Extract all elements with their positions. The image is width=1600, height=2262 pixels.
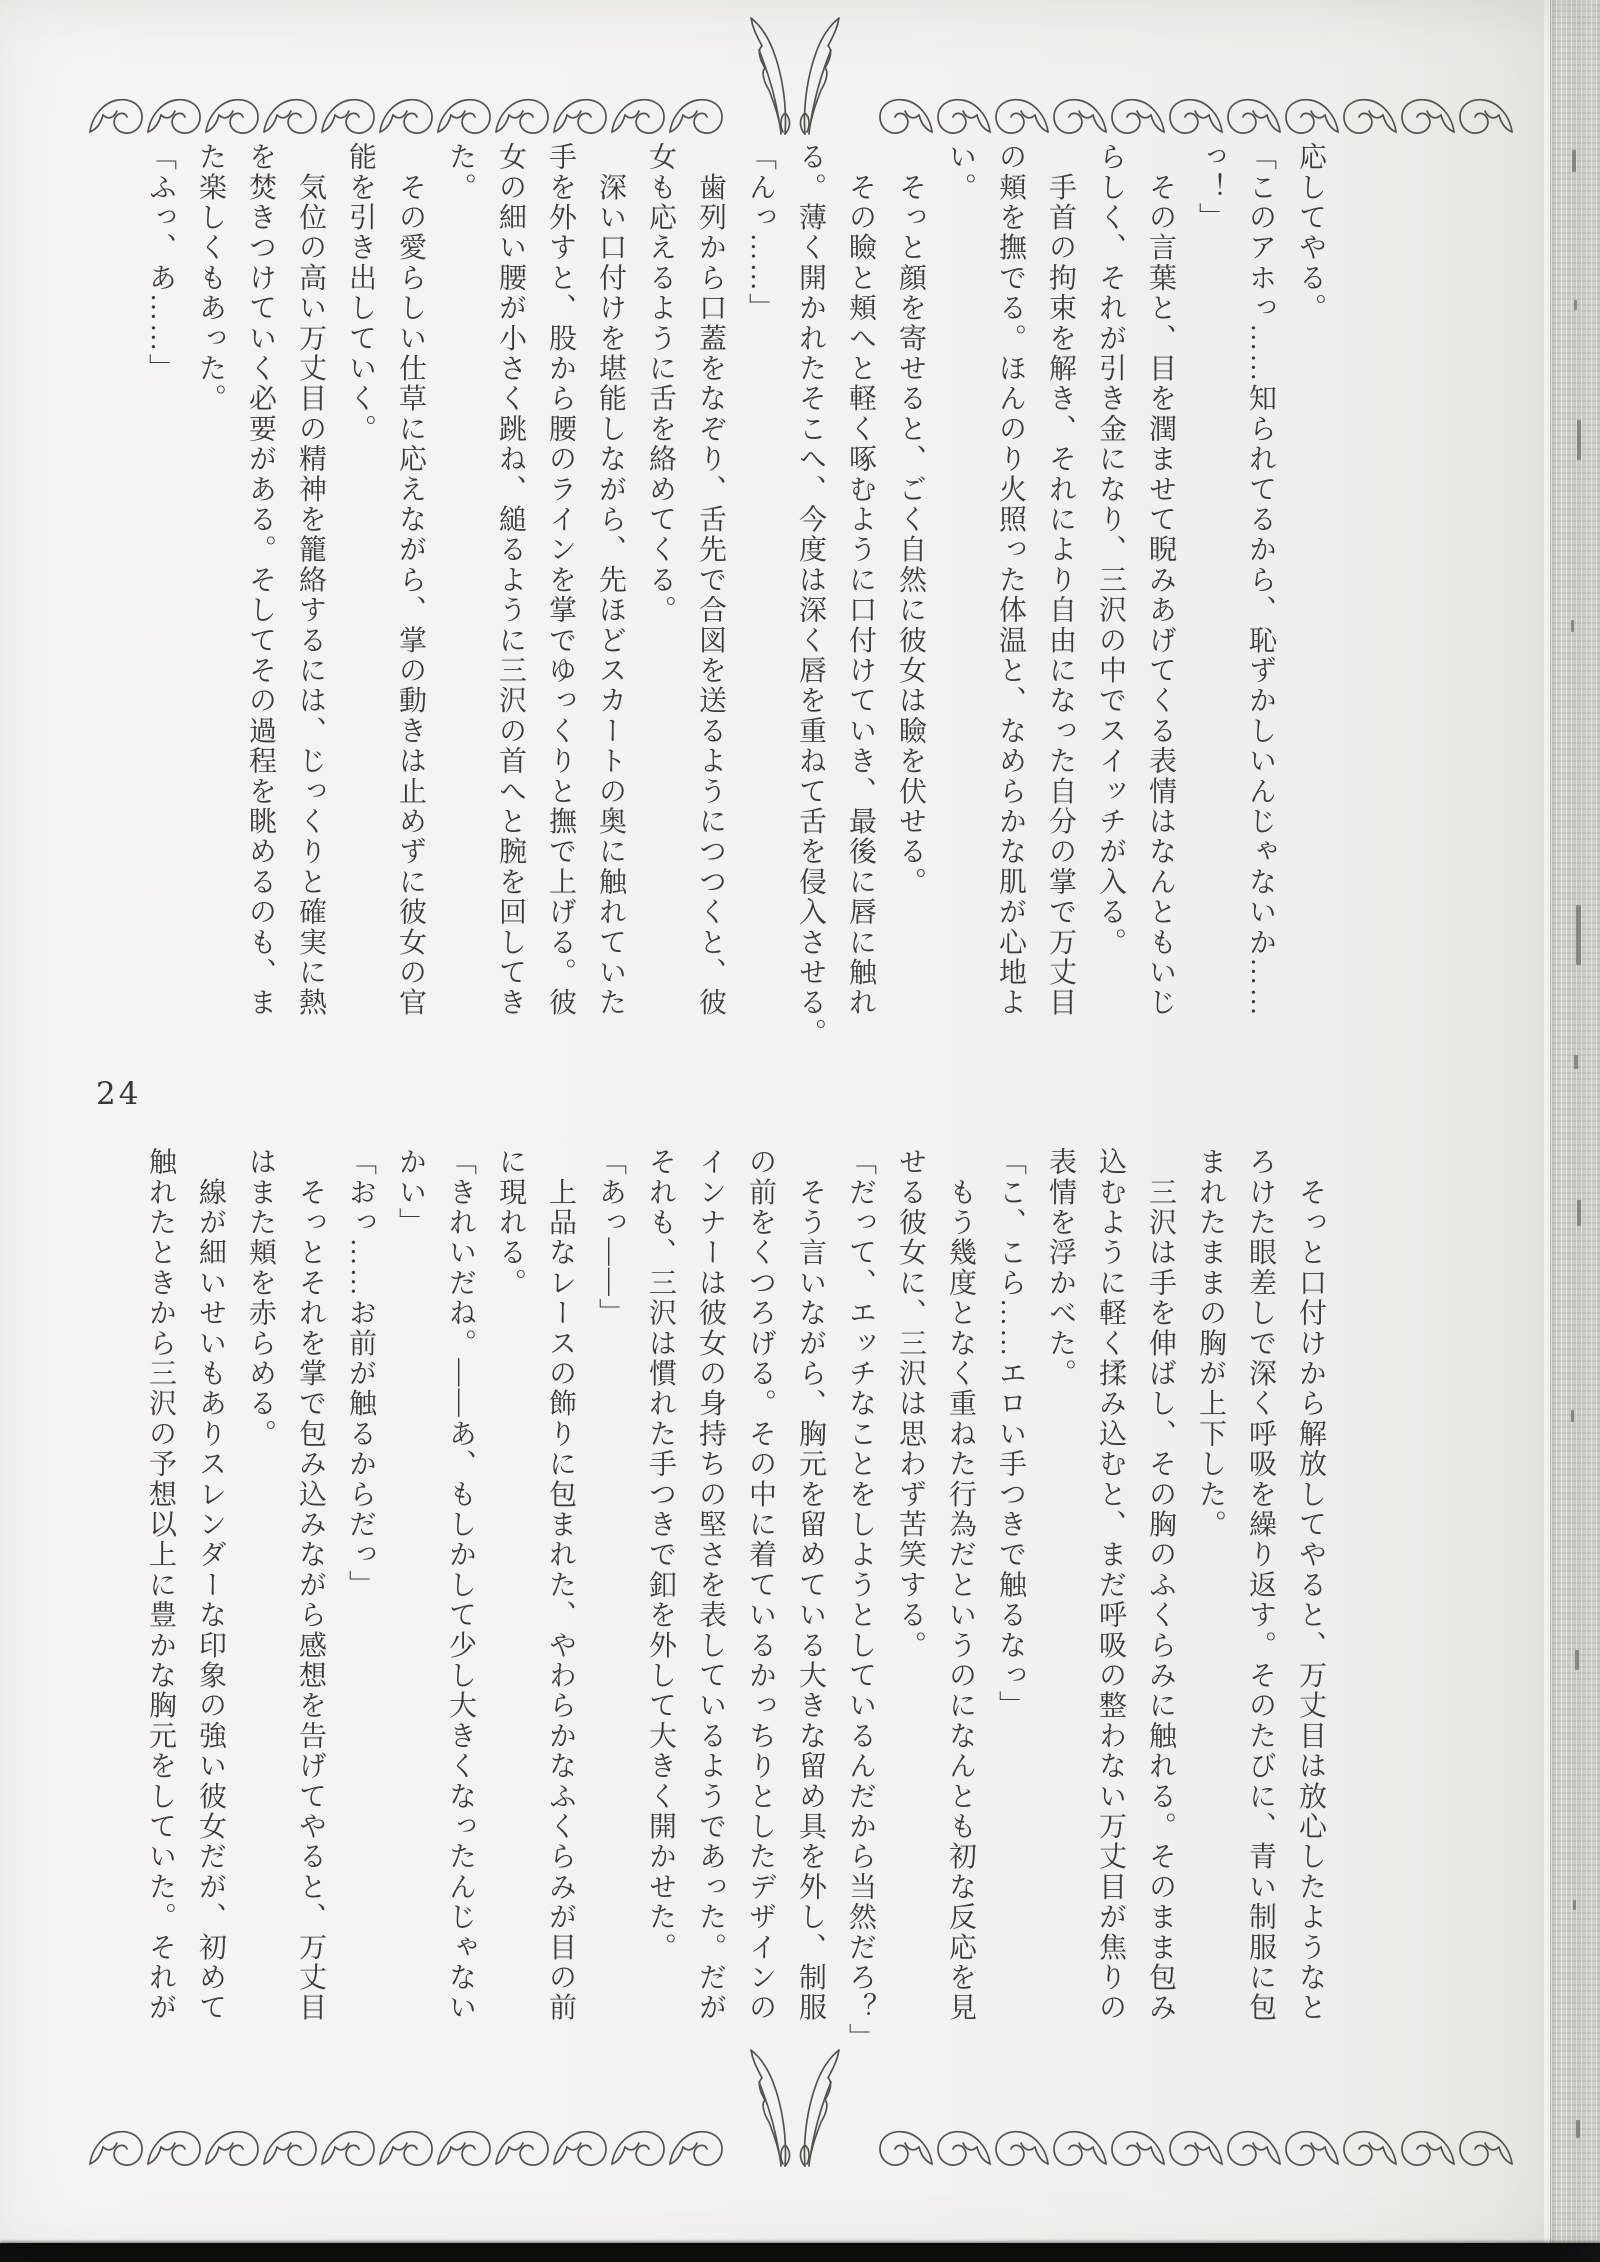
- bottom-ornament-border: [0, 2032, 1600, 2182]
- scroll-motif: [554, 100, 606, 133]
- scroll-motif: [1402, 100, 1454, 133]
- text-column: た。: [445, 142, 476, 203]
- text-column: に現れる。: [495, 1147, 526, 1298]
- text-column: 女も応えるように舌を絡めてくる。: [645, 142, 676, 626]
- scroll-motif: [496, 100, 548, 133]
- text-column: 手を外すと、股から腰のラインを掌でゆっくりと撫で上げる。彼: [545, 142, 576, 1018]
- scroll-motif: [1228, 2132, 1280, 2165]
- text-column: い。: [945, 142, 976, 203]
- text-column: 「だって、エッチなことをしようとしているんだから当然だろ？」: [845, 1147, 876, 2053]
- scroll-motif: [496, 2132, 548, 2165]
- scroll-motif: [1054, 2132, 1106, 2165]
- scroll-motif: [438, 2132, 490, 2165]
- text-column: その愛らしい仕草に応えながら、掌の動きは止めずに彼女の官: [395, 142, 426, 1018]
- text-column: 能を引き出していく。: [345, 142, 376, 444]
- scroll-motif: [1460, 2132, 1512, 2165]
- scroll-motif: [380, 2132, 432, 2165]
- scroll-motif: [90, 2132, 142, 2165]
- scroll-motif: [938, 2132, 990, 2165]
- text-column: 気位の高い万丈目の精神を籠絡するには、じっくりと確実に熱: [295, 142, 326, 1018]
- scroll-motif: [1054, 100, 1106, 133]
- scroll-motif: [612, 2132, 664, 2165]
- bottom-text-block: [135, 1147, 1335, 2053]
- text-column: 「このアホっ……知られてるから、恥ずかしいんじゃないか……: [1245, 142, 1276, 1018]
- text-column: 「ふっ、あ……」: [145, 142, 176, 384]
- text-column: 「きれいだね。――あ、もしかして少し大きくなったんじゃない: [445, 1147, 476, 2023]
- text-column: その瞼と頬へと軽く啄むように口付けていき、最後に唇に触れ: [845, 142, 876, 1018]
- text-column: 触れたときから三沢の予想以上に豊かな胸元をしていた。それが: [145, 1147, 176, 2023]
- page-edge-strip: [1544, 0, 1600, 2262]
- text-column: そっと口付けから解放してやると、万丈目は放心したようなと: [1295, 1147, 1326, 2023]
- scan-black-bar: [0, 2243, 1600, 2262]
- scroll-motif: [1170, 100, 1222, 133]
- edge-showthrough-mark: [1573, 1900, 1576, 1910]
- text-column: の頬を撫でる。ほんのり火照った体温と、なめらかな肌が心地よ: [995, 142, 1026, 1018]
- scroll-motif: [612, 100, 664, 133]
- text-column: ろけた眼差しで深く呼吸を繰り返す。そのたびに、青い制服に包: [1245, 1147, 1276, 2023]
- text-column: る。薄く開かれたそこへ、今度は深く唇を重ねて舌を侵入させる。: [795, 142, 826, 1049]
- scroll-motif: [380, 100, 432, 133]
- scroll-motif: [264, 100, 316, 133]
- edge-showthrough-mark: [1572, 150, 1576, 172]
- text-column: た楽しくもあった。: [195, 142, 226, 414]
- scroll-motif: [1460, 100, 1512, 133]
- text-column: その言葉と、目を潤ませて睨みあげてくる表情はなんともいじ: [1145, 142, 1176, 1018]
- text-column: 「あっ――」: [595, 1147, 626, 1329]
- text-column: 深い口付けを堪能しながら、先ほどスカートの奥に触れていた: [595, 142, 626, 1018]
- text-column: かい」: [395, 1147, 426, 1238]
- scroll-motif: [322, 100, 374, 133]
- text-column: はまた頬を赤らめる。: [245, 1147, 276, 1449]
- text-column: 女の細い腰が小さく跳ね、縋るように三沢の首へと腕を回してき: [495, 142, 526, 1018]
- text-column: 「んっ……」: [745, 142, 776, 324]
- page-number: 24: [96, 1076, 142, 1112]
- scroll-motif: [206, 2132, 258, 2165]
- top-ornament-border: [0, 0, 1600, 150]
- text-column: もう幾度となく重ねた行為だというのになんとも初な反応を見: [945, 1147, 976, 2023]
- edge-showthrough-mark: [1576, 905, 1581, 965]
- text-column: 線が細いせいもありスレンダーな印象の強い彼女だが、初めて: [195, 1147, 226, 2023]
- edge-showthrough-mark: [1575, 1650, 1579, 1670]
- edge-showthrough-mark: [1576, 2120, 1580, 2138]
- text-column: それも、三沢は慣れた手つきで釦を外して大きく開かせた。: [645, 1147, 676, 1963]
- scroll-motif: [438, 100, 490, 133]
- scroll-motif: [1344, 100, 1396, 133]
- scroll-motif: [1228, 100, 1280, 133]
- text-column: せる彼女に、三沢は思わず苦笑する。: [895, 1147, 926, 1661]
- text-column: 「おっ……お前が触るからだっ」: [345, 1147, 376, 1600]
- edge-showthrough-mark: [1577, 1200, 1581, 1226]
- scroll-motif: [1402, 2132, 1454, 2165]
- scroll-motif: [554, 2132, 606, 2165]
- edge-showthrough-mark: [1571, 1410, 1574, 1422]
- text-column: まれたままの胸が上下した。: [1195, 1147, 1226, 1540]
- edge-showthrough-mark: [1574, 300, 1577, 310]
- text-column: インナーは彼女の身持ちの堅さを表しているようであった。だが: [695, 1147, 726, 2023]
- text-column: そっとそれを掌で包み込みながら感想を告げてやると、万丈目: [295, 1147, 326, 2023]
- text-column: 「こ、こら……エロい手つきで触るなっ」: [995, 1147, 1026, 1721]
- text-column: っ！」: [1195, 142, 1226, 233]
- text-column: 上品なレースの飾りに包まれた、やわらかなふくらみが目の前: [545, 1147, 576, 2023]
- scroll-motif: [880, 100, 932, 133]
- text-column: らしく、それが引き金になり、三沢の中でスイッチが入る。: [1095, 142, 1126, 958]
- scroll-motif: [880, 2132, 932, 2165]
- scroll-motif: [670, 100, 722, 133]
- scroll-motif: [90, 100, 142, 133]
- scroll-motif: [1286, 100, 1338, 133]
- scroll-motif: [1286, 2132, 1338, 2165]
- text-column: 応してやる。: [1295, 142, 1326, 324]
- text-column: そっと顔を寄せると、ごく自然に彼女は瞼を伏せる。: [895, 142, 926, 897]
- scroll-motif: [1344, 2132, 1396, 2165]
- text-column: 手首の拘束を解き、それにより自由になった自分の掌で万丈目: [1045, 142, 1076, 1018]
- top-text-block: [135, 142, 1335, 1049]
- scroll-motif: [148, 2132, 200, 2165]
- text-column: を焚きつけていく必要がある。そしてその過程を眺めるのも、ま: [245, 142, 276, 1018]
- scroll-motif: [670, 2132, 722, 2165]
- edge-texture: [1551, 0, 1600, 2262]
- scroll-motif: [938, 100, 990, 133]
- text-column: 歯列から口蓋をなぞり、舌先で合図を送るようにつつくと、彼: [695, 142, 726, 1018]
- scroll-motif: [322, 2132, 374, 2165]
- edge-showthrough-mark: [1571, 620, 1574, 632]
- text-column: 表情を浮かべた。: [1045, 1147, 1076, 1389]
- text-column: そう言いながら、胸元を留めている大きな留め具を外し、制服: [795, 1147, 826, 2023]
- text-column: 三沢は手を伸ばし、その胸のふくらみに触れる。そのまま包み: [1145, 1147, 1176, 2023]
- scroll-motif: [264, 2132, 316, 2165]
- text-column: の前をくつろげる。その中に着ているかっちりとしたデザインの: [745, 1147, 776, 2023]
- scroll-motif: [206, 100, 258, 133]
- text-column: 込むように軽く揉み込むと、まだ呼吸の整わない万丈目が焦りの: [1095, 1147, 1126, 2023]
- edge-showthrough-mark: [1574, 1055, 1578, 1069]
- scroll-motif: [1112, 2132, 1164, 2165]
- edge-showthrough-mark: [1577, 420, 1581, 460]
- scroll-motif: [1170, 2132, 1222, 2165]
- scroll-motif: [148, 100, 200, 133]
- scroll-motif: [996, 2132, 1048, 2165]
- scroll-motif: [1112, 100, 1164, 133]
- scroll-motif: [996, 100, 1048, 133]
